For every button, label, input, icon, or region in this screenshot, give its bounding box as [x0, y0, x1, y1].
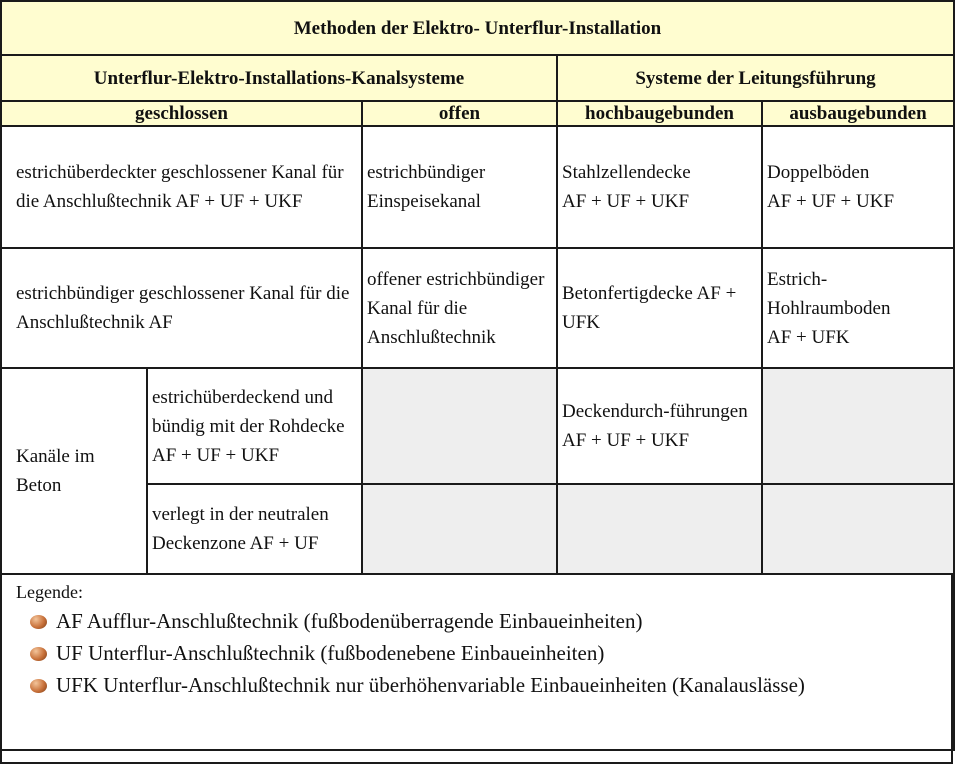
- cell-r2-offen: offener estrichbündiger Kanal für die Anschlußtechnik: [362, 248, 557, 368]
- legend-item-text: AF Aufflur-Anschlußtechnik (fußbodenüberragende Einbaueinheiten): [56, 609, 643, 633]
- empty-cell: [557, 484, 762, 574]
- legend: [1, 574, 954, 750]
- cell-r1-ausbau-code: AF + UF + UKF: [767, 191, 895, 212]
- subheader-offen: offen: [362, 101, 557, 126]
- cell-r1-offen: estrichbündiger Einspeisekanal: [362, 126, 557, 248]
- legend-item: [16, 671, 949, 699]
- subheader-ausbau: ausbaugebunden: [762, 101, 954, 126]
- table-title: Methoden der Elektro- Unterflur-Installation: [1, 1, 954, 55]
- legend-item: [16, 639, 949, 667]
- legend-item-text: UFK Unterflur-Anschlußtechnik nur überhöhenvariable Einbaueinheiten (Kanalauslässe): [56, 673, 805, 697]
- legend-item-text: UF Unterflur-Anschlußtechnik (fußbodenebene Einbaueinheiten): [56, 641, 605, 665]
- cell-beton-sub2: verlegt in der neutralen Deckenzone AF + UF: [147, 484, 362, 574]
- cell-r1-ausbau: [762, 126, 954, 248]
- cell-beton-sub1-hochbau-code: AF + UF + UKF: [562, 430, 690, 451]
- cell-r2-ausbau: [762, 248, 954, 368]
- empty-cell: [362, 368, 557, 484]
- cell-beton-sub1-hochbau: [557, 368, 762, 484]
- empty-cell: [762, 368, 954, 484]
- cell-r1-ausbau-name: Doppelböden: [767, 162, 870, 183]
- empty-cell: [762, 484, 954, 574]
- legend-title: Legende:: [16, 582, 83, 602]
- cell-beton-sub1-hochbau-name: Deckendurch-führungen: [562, 401, 748, 422]
- cell-r2-ausbau-code: AF + UFK: [767, 326, 850, 348]
- cell-r1-geschlossen: estrichüberdeckter geschlossener Kanal für die Anschlußtechnik AF + UF + UKF: [1, 126, 362, 248]
- group-header-leitungsfuehrung: Systeme der Leitungsführung: [557, 55, 954, 101]
- cell-r1-hochbau-code: AF + UF + UKF: [562, 191, 690, 212]
- cell-r2-ausbau-name: Estrich-Hohlraumboden: [767, 268, 891, 319]
- cell-beton-label: Kanäle im Beton: [1, 368, 147, 574]
- empty-cell: [362, 484, 557, 574]
- cell-r2-hochbau: Betonfertigdecke AF + UFK: [557, 248, 762, 368]
- cell-beton-sub1: estrichüberdeckend und bündig mit der Rohdecke AF + UF + UKF: [147, 368, 362, 484]
- legend-item: [16, 607, 949, 635]
- bullet-icon: [30, 679, 47, 693]
- group-header-kanalsysteme: Unterflur-Elektro-Installations-Kanalsysteme: [1, 55, 557, 101]
- bullet-icon: [30, 615, 47, 629]
- subheader-geschlossen: geschlossen: [1, 101, 362, 126]
- cell-r2-geschlossen: estrichbündiger geschlossener Kanal für die Anschlußtechnik AF: [1, 248, 362, 368]
- bullet-icon: [30, 647, 47, 661]
- cell-r1-hochbau-name: Stahlzellendecke: [562, 162, 691, 183]
- subheader-hochbau: hochbaugebunden: [557, 101, 762, 126]
- cell-r1-hochbau: [557, 126, 762, 248]
